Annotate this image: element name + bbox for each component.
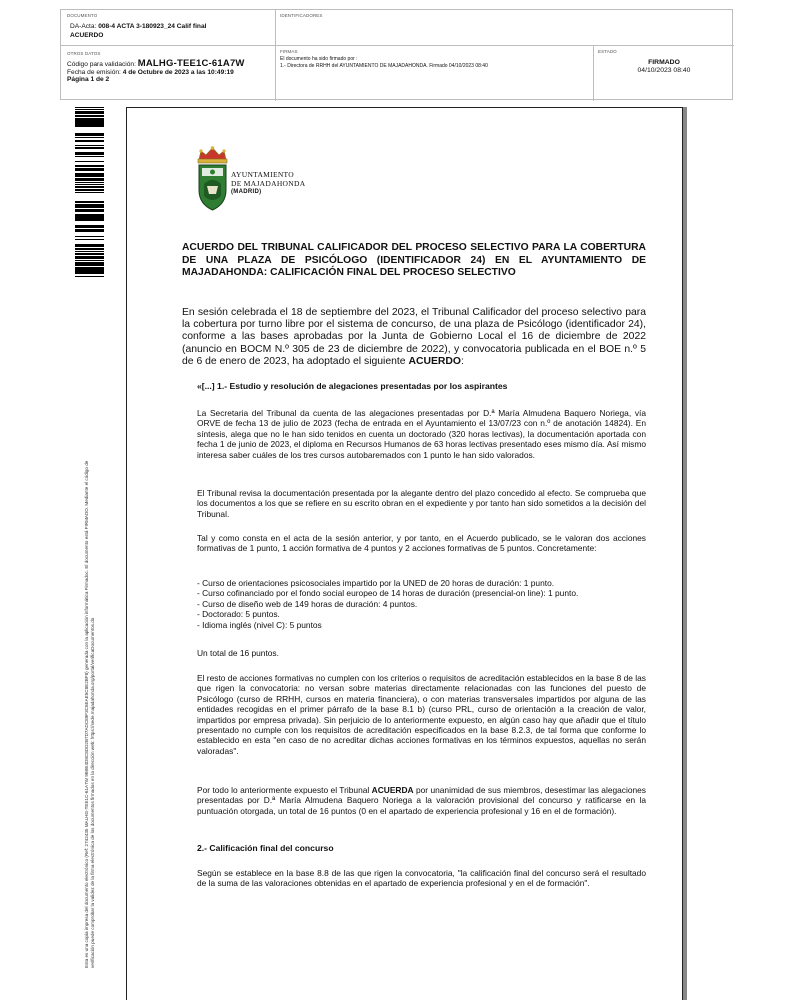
side-verification-text-2: verificación puede comprobar la validez de la firma electrónica de los documentos firmados en la dirección web: https://sede.majadahonda.org/portal/verificaDocumentos.do [90, 617, 95, 968]
paragraph-6 [197, 785, 646, 816]
p6-text-a: Por todo lo anteriormente expuesto el Tribunal [197, 785, 372, 795]
firmas-line-2: 1.- Directora de RRHH del AYUNTAMIENTO DE MAJADAHONDA. Firmado 04/10/2023 08:40 [280, 62, 488, 69]
document-title: ACUERDO DEL TRIBUNAL CALIFICADOR DEL PROCESO SELECTIVO PARA LA COBERTURA DE UNA PLAZA DE PSICÓLOGO (IDENTIFICADOR 24) EN EL AYUNTAMIENTO DE MAJADAHONDA: CALIFICACIÓN FINAL DEL PROCESO SELECTIVO [182, 242, 646, 278]
firmas-line-1: El documento ha sido firmado por : [280, 56, 358, 62]
list-item: - Doctorado: 5 puntos. [197, 609, 280, 620]
firmas-cell [276, 46, 594, 101]
documento-title [70, 23, 269, 40]
intro-paragraph [182, 307, 646, 368]
intro-end: : [461, 355, 464, 367]
otros-datos-cell [61, 46, 276, 101]
list-item: - Idioma inglés (nivel C): 5 puntos [197, 619, 322, 630]
firmas-label: FIRMAS [280, 49, 298, 54]
identificadores-cell [276, 10, 734, 46]
list-item: - Curso cofinanciado por el fondo social europeo de 14 horas de duración (presencial-on line): 1 punto. [197, 588, 579, 599]
p6-text-b: por unanimidad de sus miembros, desestimar las alegaciones presentadas por D.ª María Almudena Baquero Noriega a la valoración provisional del concurso y ratificarse en la puntuación otorgada, un total de 16 puntos (0 en el apartado de experiencia profesional y 16 en el de formación). [197, 785, 646, 816]
letterhead-line-1: AYUNTAMIENTO [231, 170, 294, 179]
document-page [126, 107, 683, 1000]
codigo-prefix: Código para validación: [67, 61, 138, 68]
list-item: - Curso de diseño web de 149 horas de duración: 4 puntos. [197, 598, 418, 609]
letterhead-line-2: DE MAJADAHONDA [231, 179, 306, 188]
section-2-heading: 2.- Calificación final del concurso [197, 843, 334, 853]
list-item: - Curso de orientaciones psicosociales impartido por la UNED de 20 horas de duración: 1 punto. [197, 578, 555, 588]
codigo-value: MALHG-TEE1C-61A7W [137, 58, 245, 69]
estado-value: FIRMADO [648, 59, 680, 66]
document-header [60, 9, 733, 100]
otros-datos-label: OTROS DATOS [67, 51, 101, 56]
estado-cell [594, 46, 734, 101]
paragraph-1: La Secretaria del Tribunal da cuenta de las alegaciones presentadas por D.ª María Almudena Baquero Noriega, vía ORVE de fecha 13 de julio de 2023 (fecha de entrada en el Ayuntamiento el 13/07/23 con n.º de anotación 14824). En síntesis, alega que no le han sido tenidos en cuenta un doctorado (320 horas lectivas), la documentación aportada con fecha 1 de junio de 2023, el diploma en Recursos Humanos de 63 horas lectivas presentado eses mismo día. Así mismo interesa saber cuáles de los tres cursos autobaremados con 1 punto le han sido valorados. [197, 408, 646, 460]
paragraph-3: Tal y como consta en el acta de la sesión anterior, y por tanto, en el Acuerdo publicado, se le valoran dos acciones formativas de 1 punto, 1 acción formativa de 4 puntos y 2 acciones formativas de 5 puntos. Concretamente: [197, 533, 646, 554]
pagina-number: Página 1 de 2 [67, 76, 110, 83]
coat-of-arms-logo [195, 146, 230, 212]
fecha-prefix: Fecha de emisión: [67, 68, 123, 76]
paragraph-4: Un total de 16 puntos. [197, 648, 279, 658]
side-verification-text-1: Esta es una copia impresa del documento electrónico (Ref: 2742435 MALHG-TEE1C-61A7W 9B9E4D8C8DD2B7D7ADC89F3C6EAE5C8E2BF8) generada con la aplicación informática Firmadoc. El documento está FIRMADO. Mediante el código de [84, 460, 89, 968]
section-1-heading: «[...] 1.- Estudio y resolución de alegaciones presentadas por los aspirantes [197, 381, 508, 391]
intro-bold: ACUERDO [408, 355, 462, 367]
fecha-value: 4 de Octubre de 2023 a las 10:49:19 [122, 68, 234, 76]
p6-bold: ACUERDA [371, 785, 414, 795]
documento-cell [61, 10, 276, 46]
letterhead-line-3: (MADRID) [231, 189, 262, 195]
letterhead-text [231, 170, 305, 197]
documento-type: ACUERDO [70, 31, 104, 39]
intro-text: En sesión celebrada el 18 de septiembre del 2023, el Tribunal Calificador del proceso selectivo para la cobertura por turno libre por el sistema de concurso, de una plaza de Psicólogo (identificador 24), conforme a las bases aprobadas por la Junta de Gobierno Local el 16 de diciembre de 2022 (anuncio en BOCM N.º 305 de 23 de diciembre de 2022), y convocatoria publicada en el BOE n.º 5 de 6 de enero de 2023, ha adoptado el siguiente [182, 307, 646, 367]
merits-list [197, 578, 646, 630]
paragraph-5: El resto de acciones formativas no cumplen con los criterios o requisitos de acreditación establecidos en la base 8 de las que rigen la convocatoria: no versan sobre materias directamente relacionadas con las funciones del puesto de Psicólogo (curso de RRHH, cursos en materia financiera), o con materias transversales impartidos por alguna de las entidades recogidas en el primer párrafo de la base 8.1 b) (curso PRL, curso de orientación a la creación de valor, impartidos por empresa privada). Sin perjuicio de lo anteriormente expuesto, en algún caso hay que añadir que el título presentado no cumple con los requisitos de acreditación especificados en la base 8.2.3, de tal forma que conforme lo establecido en esta "en caso de no acreditar dichas acciones formativas en los términos expuestos, aquellas no serán valoradas". [197, 673, 646, 756]
estado-date: 04/10/2023 08:40 [637, 67, 691, 74]
fecha-emision [67, 69, 269, 77]
documento-label: DOCUMENTO [67, 13, 98, 18]
identificadores-label: IDENTIFICADORES [280, 13, 323, 18]
documento-prefix: DA-Acta: [70, 23, 99, 30]
paragraph-2: El Tribunal revisa la documentación presentada por la alegante dentro del plazo concedido al efecto. Se comprueba que los documentos a los que se refiere en su escrito obran en el expediente y por tanto han sido sometidos a la decisión del Tribunal. [197, 488, 646, 519]
paragraph-7: Según se establece en la base 8.8 de las que rigen la convocatoria, "la calificación final del concurso será el resultado de la suma de las valoraciones obtenidas en el apartado de experiencia profesional y en el de formación". [197, 868, 646, 889]
firmas-text [280, 56, 589, 69]
estado-label: ESTADO [598, 49, 617, 54]
documento-name: 008-4 ACTA 3-180923_24 Calif final [98, 23, 207, 30]
codigo-validacion [67, 60, 269, 69]
barcode-image [75, 107, 104, 277]
